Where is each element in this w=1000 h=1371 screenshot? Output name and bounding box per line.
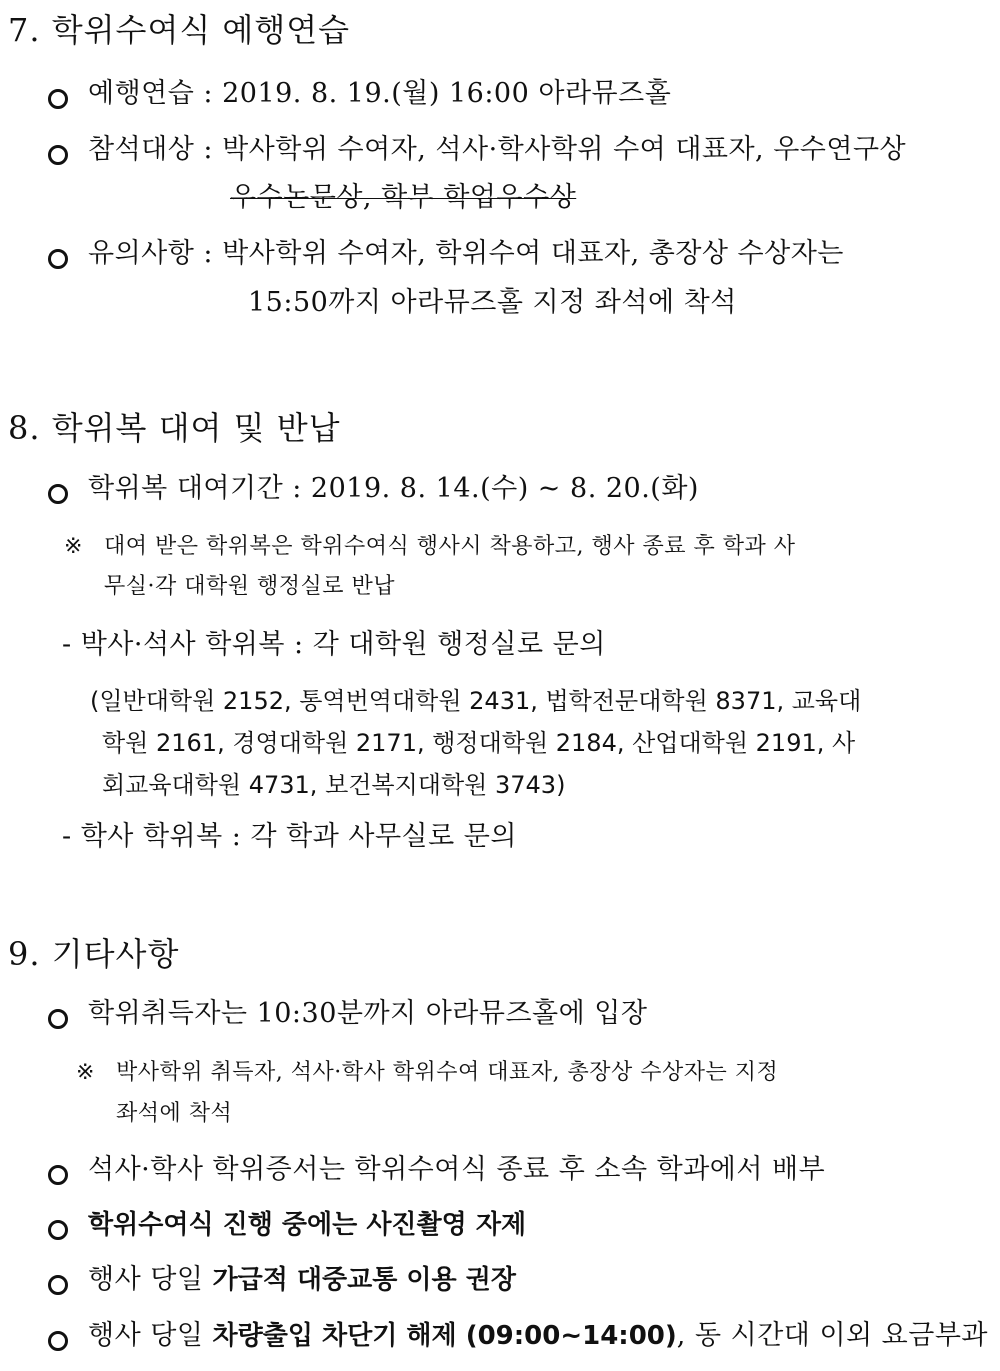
gate-emphasis: 차량출입 차단기 해제 (09:00~14:00) [212, 1321, 677, 1351]
bullet-circle-icon [48, 249, 68, 269]
gate-prefix: 행사 당일 [88, 1320, 213, 1351]
diploma-distribution: 석사·학사 학위증서는 학위수여식 종료 후 소속 학과에서 배부 [88, 1154, 826, 1185]
section-7-heading: 7. 학위수여식 예행연습 [8, 11, 351, 49]
transit-emphasis: 가급적 대중교통 이용 권장 [212, 1265, 516, 1295]
undergrad-gown-inquiry: - 학사 학위복 : 각 학과 사무실로 문의 [62, 821, 517, 852]
gate-suffix: , 동 시간대 이외 요금부과 [676, 1320, 989, 1351]
contacts-line2: 학원 2161, 경영대학원 2171, 행정대학원 2184, 산업대학원 2191, 사 [102, 729, 856, 757]
photo-restriction: 학위수여식 진행 중에는 사진촬영 자제 [88, 1210, 527, 1240]
bullet-circle-icon [48, 1165, 68, 1185]
attendees-line: 참석대상 : 박사학위 수여자, 석사·학사학위 수여 대표자, 우수연구상 [88, 134, 907, 165]
section-9-heading: 9. 기타사항 [8, 935, 180, 973]
gate-notice [88, 1322, 988, 1349]
bullet-circle-icon [48, 484, 68, 504]
notice-line: 유의사항 : 박사학위 수여자, 학위수여 대표자, 총장상 수상자는 [88, 238, 844, 269]
bullet-circle-icon [48, 1331, 68, 1351]
bullet-circle-icon [48, 145, 68, 165]
gown-return-note-line1: 대여 받은 학위복은 학위수여식 행사시 착용하고, 행사 종료 후 학과 사 [104, 534, 796, 559]
gown-rental-period: 학위복 대여기간 : 2019. 8. 14.(수) ~ 8. 20.(화) [88, 473, 699, 504]
notice-continuation: 15:50까지 아라뮤즈홀 지정 좌석에 착석 [248, 287, 737, 318]
seating-note-line2: 좌석에 착석 [116, 1101, 233, 1126]
bullet-circle-icon [48, 1009, 68, 1029]
graduate-gown-inquiry: - 박사·석사 학위복 : 각 대학원 행정실로 문의 [62, 629, 606, 660]
reference-mark: ※ [64, 534, 83, 559]
gown-return-note-line2: 무실·각 대학원 행정실로 반납 [104, 574, 395, 599]
bullet-circle-icon [48, 1220, 68, 1240]
transit-prefix: 행사 당일 [88, 1264, 213, 1295]
bullet-circle-icon [48, 1275, 68, 1295]
contacts-line1: (일반대학원 2152, 통역번역대학원 2431, 법학전문대학원 8371, 교육대 [90, 687, 862, 715]
transit-recommendation [88, 1266, 516, 1293]
rehearsal-datetime: 예행연습 : 2019. 8. 19.(월) 16:00 아라뮤즈홀 [88, 78, 672, 109]
reference-mark: ※ [76, 1060, 95, 1085]
bullet-circle-icon [48, 89, 68, 109]
attendees-continuation: 우수논문상, 학부 학업우수상 [230, 182, 577, 213]
section-8-heading: 8. 학위복 대여 및 반납 [8, 409, 341, 447]
contacts-line3: 회교육대학원 4731, 보건복지대학원 3743) [102, 771, 566, 799]
entry-time-line: 학위취득자는 10:30분까지 아라뮤즈홀에 입장 [88, 998, 648, 1029]
seating-note-line1: 박사학위 취득자, 석사·학사 학위수여 대표자, 총장상 수상자는 지정 [116, 1060, 779, 1085]
